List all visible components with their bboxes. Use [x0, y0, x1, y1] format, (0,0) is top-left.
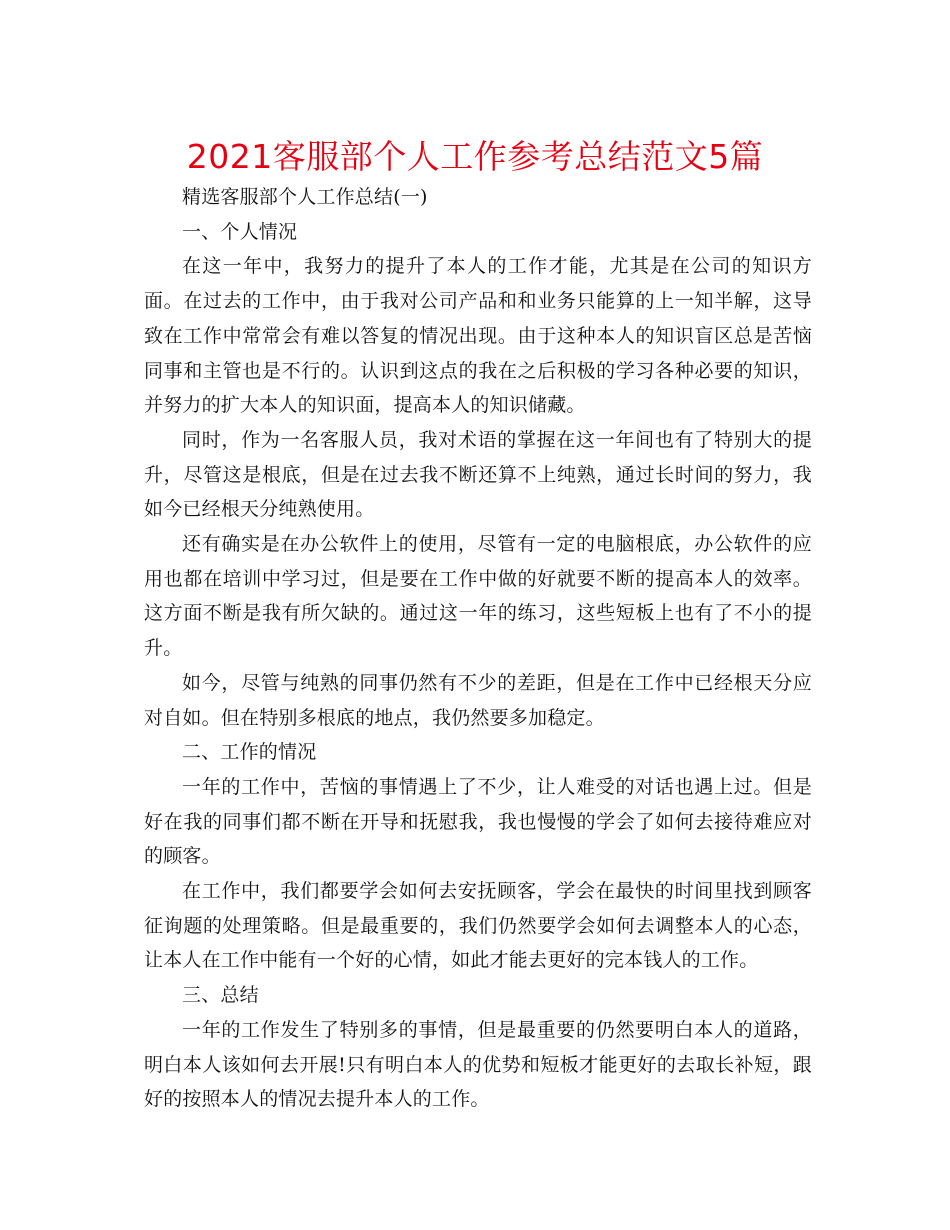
section-heading-3: 三、总结: [182, 984, 259, 1007]
paragraph: 一年的工作发生了特别多的事情，但是最重要的仍然要明白本人的道路，明白本人该如何去开展!只有明白本人的优势和短板才能更好的去取长补短，跟好的按照本人的情况去提升本人的工作。: [144, 1018, 812, 1111]
paragraph: 在这一年中，我努力的提升了本人的工作才能，尤其是在公司的知识方面。在过去的工作中，由于我对公司产品和和业务只能算的上一知半解，这导致在工作中常常会有难以答复的情况出现。由于这种本人的知识盲区总是苦恼同事和主管也是不行的。认识到这点的我在之后积极的学习各种必要的知识，并努力的扩大本人的知识面，提高本人的知识储藏。: [144, 255, 812, 417]
paragraph: 还有确实是在办公软件上的使用，尽管有一定的电脑根底，办公软件的应用也都在培训中学习过，但是要在工作中做的好就要不断的提高本人的效率。这方面不断是我有所欠缺的。通过这一年的练习，这些短板上也有了不小的提升。: [144, 533, 812, 660]
section-subtitle: 精选客服部个人工作总结(一): [182, 186, 428, 208]
document-title: 2021客服部个人工作参考总结范文5篇: [186, 137, 764, 176]
paragraph: 如今，尽管与纯熟的同事仍然有不少的差距，但是在工作中已经根天分应对自如。但在特别多根底的地点，我仍然要多加稳定。: [144, 671, 812, 729]
section-heading-2: 二、工作的情况: [182, 741, 317, 764]
section-heading-1: 一、个人情况: [182, 220, 298, 243]
paragraph: 在工作中，我们都要学会如何去安抚顾客，学会在最快的时间里找到顾客征询题的处理策略。但是最重要的，我们仍然要学会如何去调整本人的心态，让本人在工作中能有一个好的心情，如此才能去更好的完本钱人的工作。: [144, 880, 812, 972]
paragraph: 一年的工作中，苦恼的事情遇上了不少，让人难受的对话也遇上过。但是好在我的同事们都不断在开导和抚慰我，我也慢慢的学会了如何去接待难应对的顾客。: [144, 775, 812, 868]
document-body: [144, 180, 812, 1117]
paragraph: 同时，作为一名客服人员，我对术语的掌握在这一年间也有了特别大的提升，尽管这是根底，但是在过去我不断还算不上纯熟，通过长时间的努力，我如今已经根天分纯熟使用。: [144, 428, 812, 521]
